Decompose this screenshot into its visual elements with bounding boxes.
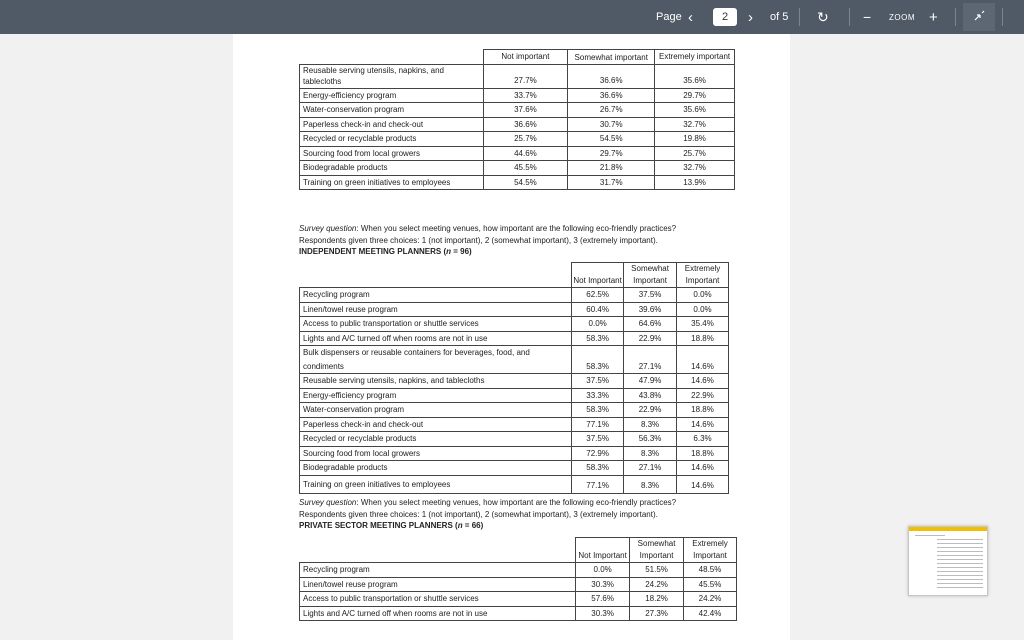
table-header-row	[300, 263, 729, 288]
table-3	[299, 537, 737, 621]
table-row: Reusable serving utensils, napkins, and tablecloths 27.7% 36.6% 35.6%	[300, 64, 735, 88]
zoom-out-button[interactable]: −	[863, 9, 872, 25]
table-1	[299, 49, 735, 190]
zoom-in-button[interactable]: +	[929, 8, 938, 26]
header-extremely-important: Extremely Important	[684, 538, 737, 563]
table-row: Recycling program 62.5% 37.5% 0.0%	[300, 288, 729, 303]
prev-page-icon[interactable]: ‹	[688, 8, 693, 26]
toolbar-divider	[1002, 8, 1003, 26]
toolbar-divider	[955, 8, 956, 26]
table-row: Access to public transportation or shuttle services 57.6% 18.2% 24.2%	[300, 592, 737, 607]
page-number-input[interactable]: 2	[713, 8, 737, 26]
table-row: Recycled or recyclable products 25.7% 54.5% 19.8%	[300, 132, 735, 147]
table-row: Energy-efficiency program 33.3% 43.8% 22.9%	[300, 388, 729, 403]
table-row: Training on green initiatives to employees 54.5% 31.7% 13.9%	[300, 175, 735, 190]
table-row: Paperless check-in and check-out 77.1% 8.3% 14.6%	[300, 417, 729, 432]
next-page-icon[interactable]: ›	[748, 8, 753, 26]
header-not-important: Not Important	[572, 263, 624, 288]
table-row: Recycled or recyclable products 37.5% 56.3% 6.3%	[300, 432, 729, 447]
rotate-icon[interactable]: ↻	[817, 8, 829, 25]
page-thumbnail[interactable]	[908, 526, 988, 596]
pdf-toolbar	[0, 0, 1024, 34]
table-row: Biodegradable products 58.3% 27.1% 14.6%	[300, 461, 729, 476]
header-somewhat-important: Somewhat Important	[630, 538, 684, 563]
survey-question-independent: Survey question: When you select meeting venues, how important are the following eco-friendly practices? Respondents given three choices: 1 (not important), 2 (somewhat important), 3 (extremely important). INDEPENDENT MEETING PLANNERS (n = 96)	[299, 224, 677, 256]
collapse-button[interactable]	[963, 3, 995, 31]
header-extremely-important: Extremely important	[655, 50, 735, 65]
table-row: Recycling program 0.0% 51.5% 48.5%	[300, 563, 737, 578]
table-row: Sourcing food from local growers 44.6% 29.7% 25.7%	[300, 146, 735, 161]
question-label: Survey question	[299, 498, 357, 507]
table-row: Paperless check-in and check-out 36.6% 30.7% 32.7%	[300, 117, 735, 132]
table-row: Lights and A/C turned off when rooms are not in use 30.3% 27.3% 42.4%	[300, 606, 737, 621]
table-row: Training on green initiatives to employees 77.1% 8.3% 14.6%	[300, 475, 729, 493]
document-page	[233, 34, 790, 640]
page-count: of 5	[770, 11, 789, 23]
header-blank	[300, 50, 484, 65]
toolbar-divider	[799, 8, 800, 26]
group-title: INDEPENDENT MEETING PLANNERS (	[299, 247, 447, 256]
table-row: Sourcing food from local growers 72.9% 8.3% 18.8%	[300, 446, 729, 461]
header-extremely-important: Extremely Important	[677, 263, 729, 288]
group-title: PRIVATE SECTOR MEETING PLANNERS (	[299, 521, 458, 530]
table-row: Water-conservation program 58.3% 22.9% 18.8%	[300, 403, 729, 418]
toolbar-divider	[849, 8, 850, 26]
table-header-row	[300, 50, 735, 65]
survey-question-private: Survey question: When you select meeting venues, how important are the following eco-friendly practices? Respondents given three choices: 1 (not important), 2 (somewhat important), 3 (extremely important). PRIVATE SECTOR MEETING PLANNERS (n = 66)	[299, 498, 677, 530]
question-label: Survey question	[299, 224, 357, 233]
choices-text: Respondents given three choices: 1 (not important), 2 (somewhat important), 3 (extremely important).	[299, 235, 658, 245]
page-label: Page	[656, 11, 682, 23]
table-row: Biodegradable products 45.5% 21.8% 32.7%	[300, 161, 735, 176]
collapse-icon	[963, 3, 995, 31]
table-row: Access to public transportation or shuttle services 0.0% 64.6% 35.4%	[300, 317, 729, 332]
table-row: Reusable serving utensils, napkins, and tablecloths 37.5% 47.9% 14.6%	[300, 374, 729, 389]
header-not-important: Not important	[483, 50, 568, 65]
header-not-important: Not Important	[576, 538, 630, 563]
table-header-row	[300, 538, 737, 563]
table-2	[299, 262, 729, 494]
table-row: Linen/towel reuse program 30.3% 24.2% 45.5%	[300, 577, 737, 592]
thumbnail-header	[909, 527, 987, 531]
header-somewhat-important: Somewhat Important	[624, 263, 677, 288]
choices-text: Respondents given three choices: 1 (not important), 2 (somewhat important), 3 (extremely important).	[299, 509, 658, 519]
table-row: Energy-efficiency program 33.7% 36.6% 29.7%	[300, 88, 735, 103]
table-row: Linen/towel reuse program 60.4% 39.6% 0.0%	[300, 302, 729, 317]
zoom-label: ZOOM	[889, 12, 915, 22]
header-somewhat-important: Somewhat important	[568, 50, 655, 65]
table-row: Bulk dispensers or reusable containers for beverages, food, and condiments 58.3% 27.1% 14.6%	[300, 346, 729, 374]
table-row: Lights and A/C turned off when rooms are not in use 58.3% 22.9% 18.8%	[300, 331, 729, 346]
table-row: Water-conservation program 37.6% 26.7% 35.6%	[300, 103, 735, 118]
